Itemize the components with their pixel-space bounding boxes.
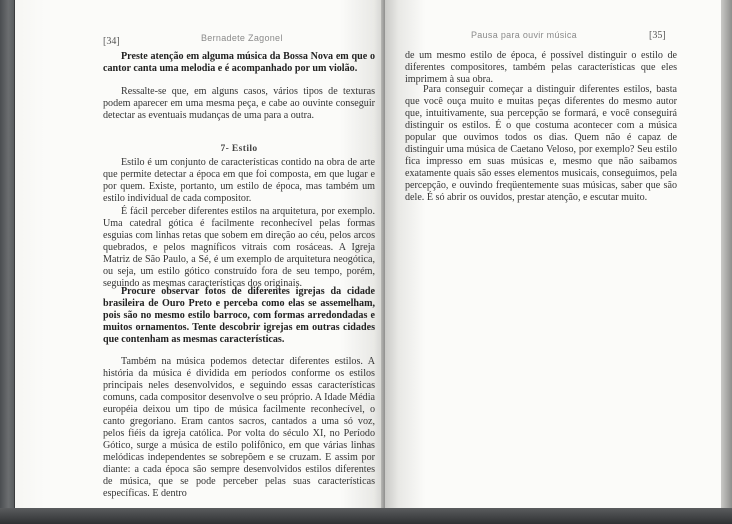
paragraph-texturas: Ressalte-se que, em alguns casos, vários tipos de texturas podem aparecer em uma mesma peça, e cabe ao ouvinte conseguir detectar as eventuais mudanças de uma para a outra.	[103, 86, 375, 121]
right-page-number: [35]	[649, 30, 666, 41]
activity-instruction: Procure observar fotos de diferentes igrejas da cidade brasileira de Ouro Preto e perceba como elas se assemelham, pois são no mesmo estilo barroco, com formas arredondadas e muitos ornamentos. Tente descobrir igrejas em outras cidades que contenham as mesmas características.	[103, 286, 375, 345]
paragraph-distinguir-estilos: Para conseguir começar a distinguir diferentes estilos, basta que você ouça muito e muitas peças diferentes do mesmo autor que, intuitivamente, sua percepção se formará, e você conseguirá distinguir os estilos. É o que costuma acontecer com a música popular que ouvimos todos os dias. Quem não é capaz de distinguir uma música de Caetano Veloso, por exemplo? Seu estilo fica impresso em suas músicas e, mesmo que não saibamos exatamente quais são esses elementos musicais, conseguimos, pela percepção, e ouvindo freqüentemente suas músicas, saber que são dele. É só abrir os ouvidos, prestar atenção, e escutar muito.	[405, 84, 677, 203]
scan-bottom-edge	[0, 508, 732, 524]
paragraph-arquitetura: É fácil perceber diferentes estilos na arquitetura, por exemplo. Uma catedral gótica é facilmente reconhecível pelas formas esguias com linhas retas que sobem em direção ao céu, pelos arcos quebrados, e pelos magníficos vitrais com rosáceas. A Igreja Matriz de São Paulo, a Sé, é um exemplo de arquitetura neogótica, ou seja, um estilo gótico construído fora de seu tempo, porém, seguindo as mesmas características dos originais.	[103, 206, 375, 289]
right-running-head: Pausa para ouvir música	[471, 30, 577, 40]
intro-instruction: Preste atenção em alguma música da Bossa Nova em que o cantor canta uma melodia e é acompanhado por um violão.	[103, 51, 375, 74]
left-running-head: Bernadete Zagonel	[201, 33, 283, 43]
page-edge	[721, 0, 732, 508]
left-page	[15, 0, 385, 508]
left-page-number: [34]	[103, 36, 120, 47]
section-heading: 7- Estilo	[220, 144, 258, 154]
right-page	[385, 0, 721, 508]
paragraph-estilos-musica: Também na música podemos detectar diferentes estilos. A história da música é dividida em períodos conforme os estilos principais neles desenvolvidos, e seguindo essas características comuns, cada compositor desenvolve o seu próprio. A Idade Média européia deixou um tipo de música facilmente reconhecível, o canto gregoriano. Eram cantos sacros, cantados a uma só voz, pelos fiéis da igreja católica. Por volta do século XI, no Período Gótico, surge a música de estilo polifônico, em que várias linhas melódicas independentes se sobrepõem e se cruzam. E assim por diante: a cada época são sempre desenvolvidos estilos diferentes de música, que se pode perceber pelas suas características específicas. E dentro	[103, 356, 375, 499]
paragraph-estilo-definicao: Estilo é um conjunto de características contido na obra de arte que permite detectar a época em que foi composta, em que lugar e por quem. Existe, portanto, um estilo de época, mas também um estilo individual de cada compositor.	[103, 157, 375, 204]
paragraph-continuacao: de um mesmo estilo de época, é possível distinguir o estilo de diferentes compositores, também pelas características que eles imprimem à sua obra.	[405, 50, 677, 85]
scan-edge	[0, 0, 14, 524]
